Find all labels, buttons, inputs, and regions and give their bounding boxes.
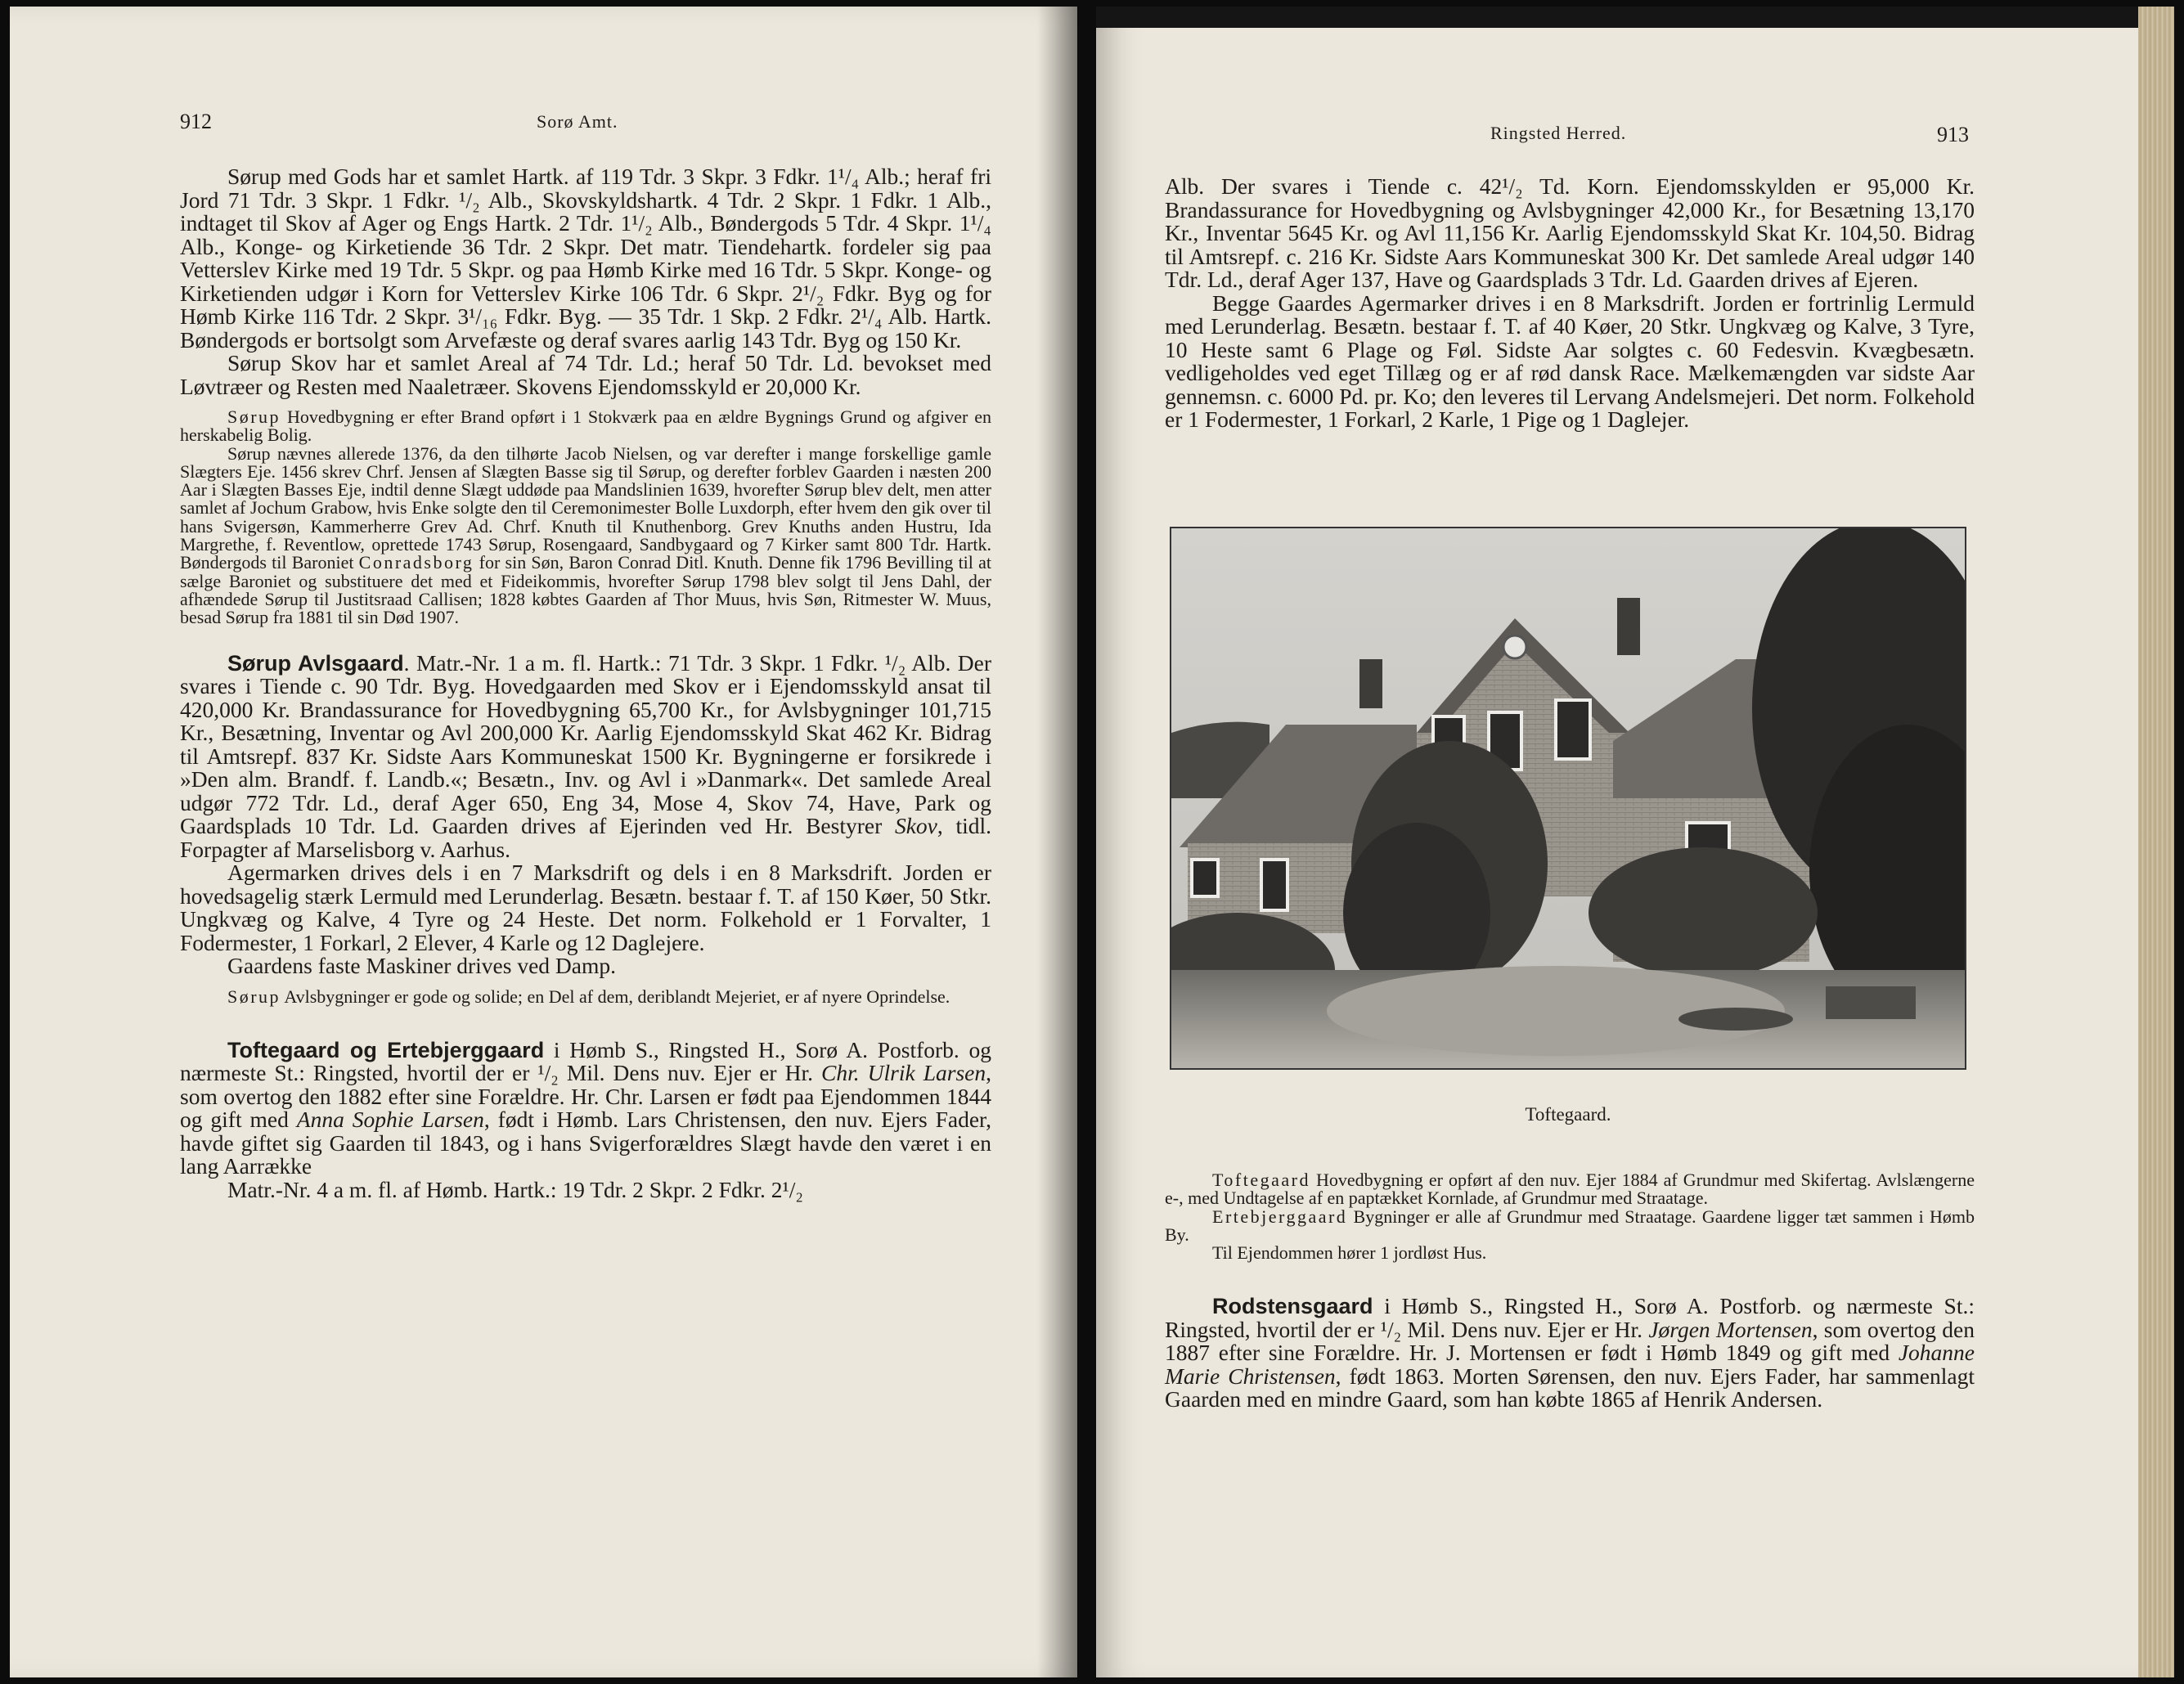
toftegaard-building-note: Toftegaard Hovedbygning er opført af den nuv. Ejer 1884 af Grundmur med Skifertag. Avlslængerne e-, med Undtagelse af en paptækket Kornlade, af Grundmur med Straatage. xyxy=(1165,1170,1975,1209)
toftegaard-matr-line: Matr.-Nr. 4 a m. fl. af Hømb. Hartk.: 19 Tdr. 2 Skpr. 2 Fdkr. 2¹/₂ xyxy=(227,1176,804,1202)
intro-paragraph-1: Sørup med Gods har et samlet Hartk. af 119 Tdr. 3 Skpr. 3 Fdkr. 1¹/₄ Alb.; heraf fri Jord 71 Tdr. 3 Skpr. 1 Fdkr. ¹/₂ Alb., Skovskyldshartk. 4 Tdr. 2 Skpr. 1 Fdkr. 1 Alb., indtaget til Skov af Ager og Engs Hartk. 2 Tdr. 1¹/₂ Alb., Bøndergods 5 Tdr. 4 Skpr. 1¹/₄ Alb., Konge- og Kirketiende 36 Tdr. 2 Skpr. Det matr. Tiendehartk. fordeler sig paa Vetterslev Kirke med 19 Tdr. 5 Skpr. og paa Hømb Kirke med 16 Tdr. 5 Skpr. Konge- og Kirketienden udgør i Korn for Vetterslev Kirke 106 Tdr. 6 Skpr. 2¹/₂ Fdkr. Byg og for Hømb Kirke 116 Tdr. 2 Skpr. 3¹/₁₆ Fdkr. Byg. — 35 Tdr. 1 Skp. 2 Fdkr. 2¹/₄ Alb. Hartk. Bøndergods er bortsolgt som Arvefæste og deraf svares aarlig 143 Tdr. Byg og 150 Kr. xyxy=(180,164,991,353)
intro-paragraph-2: Sørup Skov har et samlet Areal af 74 Tdr. Ld.; heraf 50 Tdr. Ld. bevokset med Løvtræer og Resten med Naaletræer. Skovens Ejendomsskyld er 20,000 Kr. xyxy=(180,350,991,399)
right-text-column-bottom xyxy=(1165,1171,1975,1412)
book-gutter-shadow xyxy=(1037,7,1078,1677)
rodstensgaard-paragraph: Rodstensgaard i Hømb S., Ringsted H., Sorø A. Postforb. og nærmeste St.: Ringsted, hvortil der er ¹/₂ Mil. Dens nuv. Ejer er Hr. Jørgen Mortensen, som overtog den 1887 efter sine Forældre. Hr. J. Mortensen er født i Hømb 1849 og gift med Johanne Marie Christensen, født 1863. Morten Sørensen, den nuv. Ejers Fader, har sammenlagt Gaarden med en mindre Gaard, som han købte 1865 af Henrik Andersen. xyxy=(1165,1293,1975,1412)
page-number-left: 912 xyxy=(180,110,212,133)
running-head-right: Ringsted Herred. xyxy=(1490,123,1627,143)
avlsgaard-paragraph-1: Sørup Avlsgaard. Matr.-Nr. 1 a m. fl. Hartk.: 71 Tdr. 3 Skpr. 1 Fdkr. ¹/₂ Alb. Der svares i Tiende c. 90 Tdr. Byg. Hovedgaarden med Skov er i Ejendomsskyld ansat til 420,000 Kr. Brandassurance for Hovedbygning 65,700 Kr., for Avlsbygninger 101,715 Kr., Besætning, Inventar og Avl 200,000 Kr. Aarlig Ejendomsskyld Skat 462 Kr. Bidrag til Amtsrepf. 837 Kr. Sidste Aars Kommuneskat 1500 Kr. Bygningerne er forsikrede i »Den alm. Brandf. f. Landb.«; Besætn., Inv. og Avl i »Danmark«. Det samlede Areal udgør 772 Tdr. Ld., deraf Ager 650, Eng 34, Mose 4, Skov 74, Have, Park og Gaardsplads 10 Tdr. Ld. Gaarden drives af Ejerinden ved Hr. Bestyrer Skov, tidl. Forpagter af Marselisborg v. Aarhus. xyxy=(180,649,992,862)
toftegaard-continuation: Alb. Der svares i Tiende c. 42¹/₂ Td. Korn. Ejendomsskylden er 95,000 Kr. Brandassurance for Hovedbygning og Avlsbygninger 42,000 Kr., for Besætning 13,170 Kr., Inventar 5645 Kr. og Avl 11,156 Kr. Aarlig Ejendomsskyld Skat Kr. 104,50. Bidrag til Amtsrepf. c. 216 Kr. Sidste Aars Kommuneskat 300 Kr. Det samlede Areal udgør 140 Tdr. Ld., deraf Ager 137, Have og Gaardsplads 3 Tdr. Ld. Gaarden drives af Ejeren. xyxy=(1165,173,1975,292)
entry-heading-toftegaard: Toftegaard og Ertebjerggaard xyxy=(227,1037,545,1062)
house-note: Til Ejendommen hører 1 jordløst Hus. xyxy=(1212,1242,1487,1264)
toftegaard-farming-paragraph: Begge Gaardes Agermarker drives i en 8 Marksdrift. Jorden er fortrinlig Lermuld med Lerunderlag. Besætn. bestaar f. T. af 40 Køer, 20 Stkr. Ungkvæg og Kalve, 3 Tyre, 10 Heste samt 6 Plage og Føl. Sidste Aar solgtes c. 60 Fedesvin. Kvægbesætn. vedligeholdes ved eget Tillæg og er af rød dansk Race. Mælkemængden var sidste Aar gennemsn. c. 6000 Pd. pr. Ko; den leveres til Lervang Andelsmejeri. Det norm. Folkehold er 1 Fodermester, 1 Forkarl, 2 Karle, 1 Pige og 1 Daglejer. xyxy=(1165,290,1975,432)
avlsgaard-paragraph-2: Agermarken drives dels i en 7 Marksdrift og dels i en 8 Marksdrift. Jorden er hovedsagelig stærk Lermuld med Lerunderlag. Besætn. bestaar f. T. af 150 Køer, 50 Stkr. Ungkvæg og Kalve, 4 Tyre og 24 Heste. Det norm. Folkehold er 1 Forvalter, 1 Fodermester, 1 Forkarl, 2 Elever, 4 Karle og 12 Daglejere. xyxy=(180,860,991,955)
running-head-left: Sorø Amt. xyxy=(537,111,618,132)
ertebjerggaard-building-note: Ertebjerggaard Bygninger er alle af Grundmur med Straatage. Gaardene ligger tæt sammen i Hømb By. xyxy=(1165,1206,1975,1245)
page-edges xyxy=(2138,7,2174,1677)
left-text-column xyxy=(180,165,991,1201)
entry-heading-rodstensgaard: Rodstensgaard xyxy=(1212,1294,1373,1319)
page-number-right: 913 xyxy=(1937,123,1969,146)
history-paragraph-2: Sørup nævnes allerede 1376, da den tilhørte Jacob Nielsen, og var derefter i mange forskellige gamle Slægters Eje. 1456 skrev Chrf. Jensen af Slægten Basse sig til Sørup, og derefter forblev Gaarden i næsten 200 Aar i Slægten Basses Eje, indtil denne Slægt uddøde paa Mandslinien 1639, hvorefter Sørup blev delt, men atter samlet af Jochum Grabow, hvis Enke solgte den til Ceremonimester Bolle Luxdorph, efter hvem den gik over til hans Svigersøn, Kammerherre Grev Ad. Chrf. Knuth til Knuthenborg. Grev Knuths anden Hustru, Ida Margrethe, f. Reventlow, oprettede 1743 Sørup, Rosengaard, Sandbygaard og 7 Kirker samt 800 Tdr. Hartk. Bøndergods til Baroniet Conradsborg for sin Søn, Baron Conrad Ditl. Knuth. Denne fik 1796 Bevilling til at sælge Baroniet og substituere det med et Fideikommis, hvorefter Sørup 1798 blev solgt til Jens Dahl, der afhændede Sørup til Justitsraad Callisen; 1828 købtes Gaarden af Thor Muus, hvis Søn, Ritmester W. Muus, besad Sørup fra 1881 til sin Død 1907. xyxy=(180,442,991,628)
top-scan-band xyxy=(1096,7,2174,28)
photo-caption: Toftegaard. xyxy=(1525,1104,1611,1125)
history-paragraph-1: Sørup Hovedbygning er efter Brand opført i 1 Stokværk paa en ældre Bygnings Grund og afgiver en herskabelig Bolig. xyxy=(180,406,991,446)
avlsgaard-note: Sørup Avlsbygninger er gode og solide; en Del af dem, deriblandt Mejeriet, er af nyere Oprindelse. xyxy=(227,986,950,1007)
entry-heading-avlsgaard: Sørup Avlsgaard xyxy=(227,650,404,676)
toftegaard-paragraph: Toftegaard og Ertebjerggaard i Hømb S., Ringsted H., Sorø A. Postforb. og nærmeste St.: Ringsted, hvortil der er ¹/₂ Mil. Dens nuv. Ejer er Hr. Chr. Ulrik Larsen, som overtog den 1882 efter sine Forældre. Hr. Chr. Larsen er født paa Ejendommen 1844 og gift med Anna Sophie Larsen, født i Hømb. Lars Christensen, den nuv. Ejers Fader, havde giftet sig Gaarden til 1843, og i hans Svigerforældres Slægt havde den været i en lang Aarrække xyxy=(180,1036,991,1179)
right-text-column-top xyxy=(1165,175,1975,432)
photo-toftegaard xyxy=(1170,527,1966,1070)
avlsgaard-paragraph-3: Gaardens faste Maskiner drives ved Damp. xyxy=(227,953,616,979)
